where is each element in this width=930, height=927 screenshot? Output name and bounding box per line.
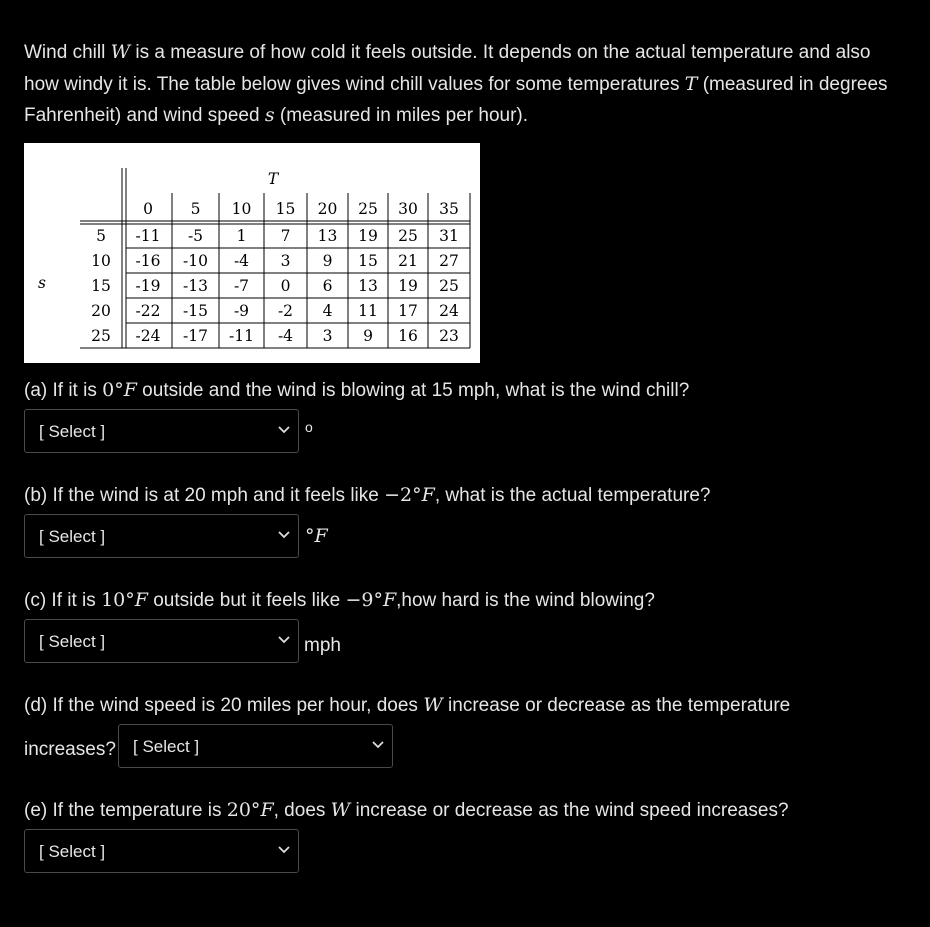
wind-chill-cell: 17 — [398, 302, 418, 320]
wind-chill-cell: 19 — [358, 227, 378, 245]
wind-chill-cell: -15 — [183, 302, 208, 320]
answer-a-select[interactable]: [ Select ] — [24, 409, 299, 453]
question-a: (a) If it is 0°F outside and the wind is blowing at 15 mph, what is the wind chill? — [24, 379, 690, 401]
wind-speed-label: 15 — [91, 277, 111, 295]
answer-c-unit: mph — [304, 635, 341, 656]
question-c: (c) If it is 10°F outside but it feels like −9°F,how hard is the wind blowing? — [24, 589, 655, 611]
wind-chill-cell: 25 — [398, 227, 418, 245]
wind-chill-cell: -16 — [135, 252, 161, 270]
wind-speed-label: 25 — [91, 327, 111, 345]
wind-chill-cell: 27 — [439, 252, 459, 270]
row-variable-label: s — [38, 274, 46, 292]
wind-chill-cell: 21 — [398, 252, 418, 270]
wind-chill-cell: 11 — [358, 302, 378, 320]
wind-chill-cell: 3 — [322, 327, 333, 345]
answer-a-unit: o — [305, 419, 313, 435]
temperature-header: 20 — [317, 200, 338, 218]
wind-chill-cell: -17 — [183, 327, 208, 345]
wind-chill-cell: 7 — [280, 227, 291, 245]
temperature-header: 15 — [275, 200, 296, 218]
wind-chill-cell: 23 — [439, 327, 459, 345]
wind-chill-cell: -11 — [229, 327, 254, 345]
chevron-down-icon — [278, 426, 290, 434]
wind-chill-cell: 4 — [322, 302, 333, 320]
wind-chill-cell: 1 — [236, 227, 247, 245]
wind-chill-cell: 13 — [317, 227, 338, 245]
wind-chill-cell: -2 — [277, 302, 294, 320]
question-e: (e) If the temperature is 20°F, does W increase or decrease as the wind speed increases? — [24, 799, 789, 821]
wind-chill-cell: -4 — [277, 327, 294, 345]
wind-chill-cell: -19 — [135, 277, 161, 295]
wind-chill-cell: 25 — [439, 277, 459, 295]
wind-chill-cell: 9 — [363, 327, 373, 345]
wind-chill-cell: -9 — [233, 302, 250, 320]
chevron-down-icon — [278, 531, 290, 539]
temperature-header: 10 — [231, 200, 252, 218]
answer-e-select[interactable]: [ Select ] — [24, 829, 299, 873]
wind-chill-cell: -13 — [183, 277, 208, 295]
wind-chill-cell: -22 — [135, 302, 161, 320]
temperature-header: 0 — [143, 200, 153, 218]
wind-chill-cell: 3 — [280, 252, 291, 270]
wind-chill-cell: -24 — [135, 327, 161, 345]
wind-chill-cell: 9 — [322, 252, 333, 270]
temperature-header: 5 — [190, 200, 201, 218]
temperature-header: 25 — [358, 200, 378, 218]
wind-chill-cell: -10 — [183, 252, 208, 270]
question-b: (b) If the wind is at 20 mph and it feels like −2°F, what is the actual temperature? — [24, 484, 711, 506]
question-d: (d) If the wind speed is 20 miles per hour, does W increase or decrease as the temperature — [24, 694, 791, 716]
wind-chill-cell: 24 — [439, 302, 459, 320]
wind-chill-cell: -4 — [233, 252, 250, 270]
wind-chill-cell: 6 — [322, 277, 333, 295]
wind-chill-cell: 16 — [398, 327, 418, 345]
wind-chill-cell: -11 — [135, 227, 161, 245]
wind-chill-cell: -7 — [233, 277, 250, 295]
answer-c-select[interactable]: [ Select ] — [24, 619, 299, 663]
temperature-header: 35 — [439, 200, 459, 218]
wind-chill-table — [24, 143, 480, 363]
chevron-down-icon — [278, 636, 290, 644]
chevron-down-icon — [278, 846, 290, 854]
wind-chill-cell: -5 — [187, 227, 204, 245]
column-variable-label: T — [267, 170, 279, 188]
wind-chill-cell: 31 — [439, 227, 459, 245]
problem-intro: Wind chill W is a measure of how cold it feels outside. It depends on the actual temperature and also how windy it is. The table below gives wind chill values for some temperatures T (measured in degrees Fahrenheit) and wind speed s (measured in miles per hour). — [24, 41, 888, 126]
wind-chill-cell: 13 — [358, 277, 378, 295]
wind-chill-cell: 19 — [398, 277, 418, 295]
wind-speed-label: 5 — [96, 227, 106, 245]
chevron-down-icon — [372, 741, 384, 749]
wind-chill-cell: 0 — [280, 277, 291, 295]
temperature-header: 30 — [398, 200, 418, 218]
wind-speed-label: 20 — [91, 302, 111, 320]
answer-b-unit: °F — [305, 525, 328, 547]
wind-speed-label: 10 — [91, 252, 111, 270]
question-d-line2: increases? — [24, 739, 116, 760]
answer-b-select[interactable]: [ Select ] — [24, 514, 299, 558]
answer-d-select[interactable]: [ Select ] — [118, 724, 393, 768]
wind-chill-cell: 15 — [358, 252, 378, 270]
